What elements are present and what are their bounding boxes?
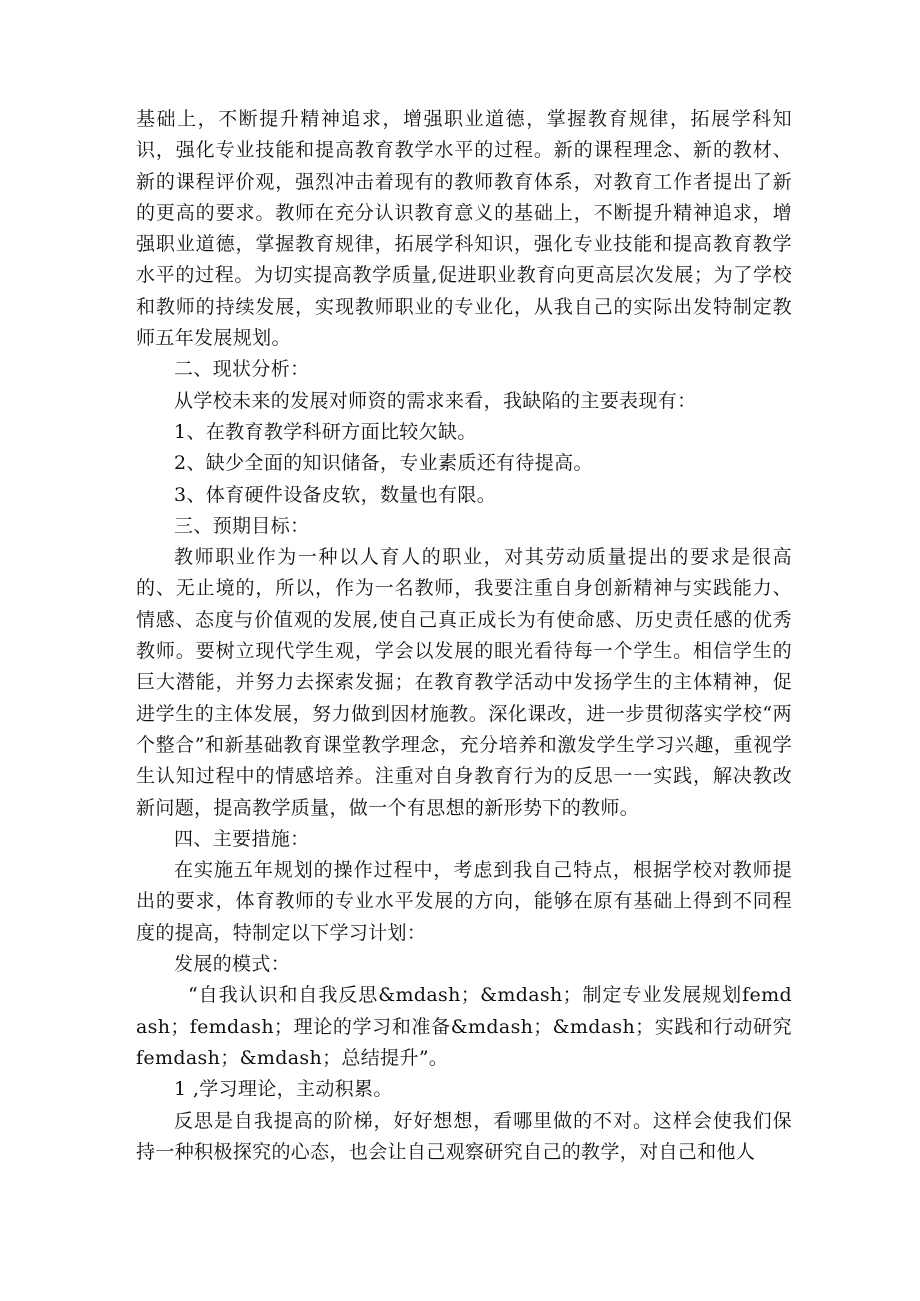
paragraph-measures: 在实施五年规划的操作过程中，考虑到我自己特点，根据学校对教师提出的要求，体育教师的专业水平发展的方向，能够在原有基础上得到不同程度的提高，特制定以下学习计划： [136,859,792,944]
list-item-2: 2、缺少全面的知识储备，专业素质还有待提高。 [174,452,593,475]
heading-expected-goals: 三、预期目标： [174,514,310,537]
heading-status-analysis: 二、现状分析： [174,358,310,381]
paragraph-goals: 教师职业作为一种以人育人的职业，对其劳动质量提出的要求是很高的、无止境的，所以，作为一名教师，我要注重自身创新精神与实践能力、情感、态度与价值观的发展,使自己真正成长为有使命感、历史责任感的优秀教师。要树立现代学生观，学会以发展的眼光看待每一个学生。相信学生的巨大潜能，并努力去探索发掘；在教育教学活动中发扬学生的主体精神，促进学生的主体发展，努力做到因材施教。深化课改，进一步贯彻落实学校“两个整合”和新基础教育课堂教学理念，充分培养和激发学生学习兴趣，重视学生认知过程中的情感培养。注重对自身教育行为的反思一一实践，解决教改新问题，提高教学质量，做一个有思想的新形势下的教师。 [136,546,792,819]
heading-main-measures: 四、主要措施： [174,827,310,850]
paragraph-intro-continuation: 基础上，不断提升精神追求，增强职业道德，掌握教育规律，拓展学科知识，强化专业技能和提高教育教学水平的过程。新的课程理念、新的教材、新的课程评价观，强烈冲击着现有的教师教育体系，对教育工作者提出了新的更高的要求。教师在充分认识教育意义的基础上，不断提升精神追求，增强职业道德，掌握教育规律，拓展学科知识，强化专业技能和提高教育教学水平的过程。为切实提高教学质量,促进职业教育向更高层次发展；为了学校和教师的持续发展，实现教师职业的专业化，从我自己的实际出发特制定教师五年发展规划。 [136,108,792,350]
list-item-study-theory: 1 ,学习理论，主动积累。 [174,1078,393,1101]
paragraph-status-intro: 从学校未来的发展对师资的需求来看，我缺陷的主要表现有： [174,389,697,412]
list-item-1: 1、在教育教学科研方面比较欠缺。 [174,420,477,443]
paragraph-reflection: 反思是自我提高的阶梯，好好想想，看哪里做的不对。这样会使我们保持一种积极探究的心态，也会让自己观察研究自己的教学，对自己和他人 [136,1109,792,1163]
paragraph-development-mode-quote: “自我认识和自我反思&mdash；&mdash；制定专业发展规划femdash；femdash；理论的学习和准备&mdash；&mdash；实践和行动研究femdash；&mdash；总结提升”。 [136,984,792,1069]
document-page [136,104,792,1168]
heading-development-mode: 发展的模式： [174,953,291,976]
list-item-3: 3、体育硬件设备皮软，数量也有限。 [174,483,497,506]
